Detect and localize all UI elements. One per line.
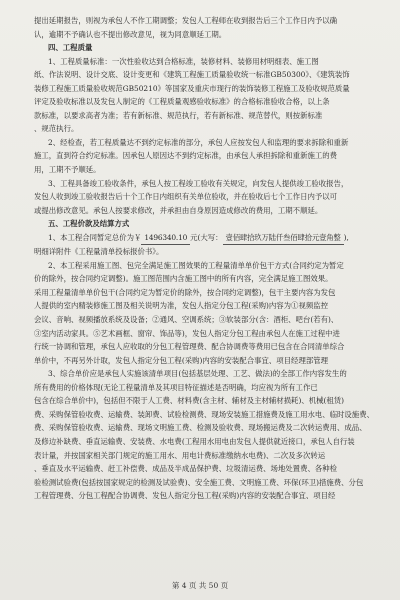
text-line: 施工，直到符合约定标准。因承包人原因达不到约定标准，由承包人承担拆除和重新施工的费 <box>34 151 338 161</box>
text-line: 1、工程质量标准：一次性验收达到合格标准，装修材料、装修用材明细表、施工图 <box>48 56 319 66</box>
text-line: 工程管理费、分包工程配合协调费、发包人指定分包工程(采购)内容的安装配合事宜、项目经 <box>34 491 336 501</box>
text-line: 价的除外，按合同约定调整)。施工图范围内含施工图中的所有内容，完全满足施工图效果。 <box>34 274 333 284</box>
text-line: 评定及验收标准以及发包人制定的《工程质量观感验收标准》的合格标准验收合格，以上条 <box>34 97 330 107</box>
amount-unit: 元(大写： <box>190 232 223 242</box>
text-line: 表计量，并按国家相关部门规定的施工用水、用电计费标准缴纳水电费)、二次及多次转运 <box>34 450 326 460</box>
text-line: 明细详附件《工程量清单投标报价书》。 <box>34 247 164 257</box>
contract-amount-line <box>34 231 374 246</box>
amount-label: 1、本工程合同暂定总价为￥ <box>48 232 142 242</box>
text-line: 发包人收到竣工验收报告后十个工作日内组织有关单位验收，并在验收后七个工作日内予以可 <box>34 192 338 202</box>
text-line: 行统一协调和管理，承包人应收取的分包工程管理费、配合协调费等费用已包含在合同清单综合 <box>34 342 345 352</box>
text-line: 纸、作法说明、设计交底、设计变更和《建筑工程施工质量验收统一标准GB50300》、《建筑装饰 <box>34 70 350 80</box>
text-line: 包含在综合单价中)，包括但不限于人工费、材料费(含主材、辅材及主材辅材损耗)、机械(租赁) <box>34 396 345 406</box>
amount-figure: 1496340.10 <box>141 231 190 246</box>
amount-words: 壹佰肆拾玖万陆仟叁佰肆拾元壹角整 <box>223 231 344 246</box>
text-line: 款标准，以要求高者为准；若有新标准、规范执行，若有新标准、规范替代，则按新标准 <box>34 110 323 120</box>
text-line: 、垂直及水平运输费、赶工补偿费、成品及半成品保护费、垃圾清运费、场地处置费、各种检 <box>34 464 338 474</box>
text-line: 及修边补缺费、垂直运输费、安装费、水电费(工程用水用电由发包人提供就近接口，承包人自行装 <box>34 436 355 446</box>
section-heading: 四、工程质量 <box>48 43 93 53</box>
contract-text <box>34 14 374 503</box>
amount-after: ), <box>343 232 349 242</box>
text-line: 费、采购保管验收费、运输费、现场文明施工费、检测及验收费、现场搬运费及二次转运费用、成品、 <box>34 423 367 433</box>
text-line: ③室内活动家具。⑤艺术画框、窗帘、饰品等)，发包人指定分包工程由承包人在施工过程中进 <box>34 328 340 338</box>
text-line: 用，工期不予顺延。 <box>34 165 101 175</box>
text-line: 采用工程量清单单价包干(合同约定为暂定价的除外，按合同约定调整)，包干主要内容为发包 <box>34 287 336 297</box>
text-line: 2、经检查，若工程质量达不到约定标准的部分，承包人应按发包人和监理的要求拆除和重新 <box>48 137 349 147</box>
text-line: 会议、音响、视频播放系统及设备；②通风、空调系统；③软装部分(含：酒柜、吧台(若有)、 <box>34 315 339 325</box>
text-line: 费、采购保管验收费、运输费、装卸费、试验检测费、现场安装施工措施费及施工用水电、临时设施费、 <box>34 409 374 419</box>
text-line: 所有费用的价格体现(无论工程量清单及其项目特征描述是否明确，均应视为所有工作已 <box>34 382 318 392</box>
text-line: 、规范执行。 <box>34 124 79 134</box>
section-heading: 五、工程价款及结算方式 <box>48 219 130 229</box>
text-line: 人提供的室内精装修施工图及相关说明为准，发包人指定分包工程(采购)内容为①视频监控 <box>34 301 329 311</box>
text-line: 验检测试验费(包括按国家规定的检测及试验费)、安全施工费、文明施工费、环保(环卫)措施费、分包 <box>34 477 364 487</box>
text-line: 3、工程具备竣工验收条件，承包人按工程竣工验收有关规定，向发包人提供竣工验收报告， <box>48 178 349 188</box>
text-line: 3、综合单价应是承包人实施该清单项目(包括基层处理、工艺、做法)的全部工作内容发生的 <box>48 369 347 379</box>
text-line: 认，逾期不予确认也不提出修改意见，视为同意顺延工期。 <box>34 29 227 39</box>
page-number: 第 4 页 共 50 页 <box>171 581 229 590</box>
text-line: 装修工程施工质量验收规范GB50210》等国家及重庆市现行的装饰装修工程施工及验收规范质量 <box>34 83 350 93</box>
text-line: 单价中，不再另外计取，发包人指定分包工程(采购)内容的安装配合事宜、项目经理部管理 <box>34 355 329 365</box>
text-line: 提出延期报告，则视为承包人不作工期调整；发包人工程师在收到报告后三个工作日内予以确 <box>34 16 338 25</box>
text-line: 或提出修改意见。承包人按要求修改，并承担由自身原因造成修改的费用，工期不顺延。 <box>34 205 323 215</box>
text-line: 2、本工程采用施工图、包完全满足施工图效果的工程量清单单价包干方式(合同约定为暂定 <box>48 260 344 270</box>
